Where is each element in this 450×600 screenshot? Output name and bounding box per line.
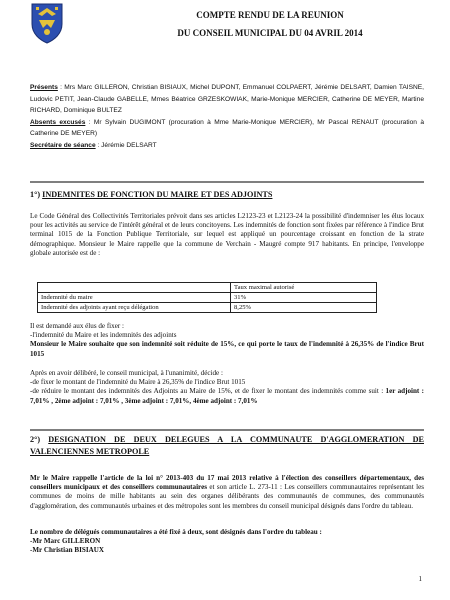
list-item: -Mr Christian BISIAUX (30, 546, 104, 555)
law-reference: Mr le Maire rappelle l'article de la loi n° 2013-403 du 17 mai 2013 relative à l'élection des conseillers départementaux, des conseillers municipaux et des conseillers communautaires (30, 474, 424, 492)
absent-text: : Mr Sylvain DUGIMONT (procuration à Mme Marie-Monique MERCIER), Mr Pascal RENAUT (procuration à Catherine DE MEYER) (30, 118, 424, 138)
table-row (38, 303, 377, 313)
section-divider (30, 181, 424, 183)
section2-text: et son article L. 273-11 : Les conseillers communautaires représentant les communes de moins de mille habitants au sein des organes délibérants des communautés de communes, des communautés d'agglomération, des communautés urbaines et des métropoles sont les membres du conseil municipal désignés dans l'ordre du tableau. (30, 483, 424, 510)
section2-title: DESIGNATION DE DEUX DELEGUES A LA COMMUNAUTE D'AGGLOMERATION DE VALENCIENNES METROPOLE (30, 435, 424, 456)
section2-heading (30, 434, 424, 458)
table-cell: Indemnité des adjoints ayant reçu délégation (38, 303, 231, 313)
section1-paragraph: Le Code Général des Collectivités Territoriales prévoit dans ses articles L2123-23 et L2123-24 la possibilité d'indemniser les élus locaux pour les activités au service de l'intérêt général et de leurs concitoyens. Les indemnités de fonction sont fixées par référence à l'indice Brut terminal 1015 de la Fonction Publique Territoriale, sur lequel est appliqué un pourcentage croissant en fonction de la strate démographique. Monsieur le Maire rappelle que la commune de Verchain - Maugré compte 917 habitants. En principe, l'enveloppe globale autorisée est de : (30, 212, 424, 257)
section2-number: 2°) (30, 435, 49, 444)
section1-heading (30, 190, 272, 199)
secretary-label: Secrétaire de séance (30, 141, 96, 149)
page-number: 1 (418, 575, 422, 583)
decision-block (30, 369, 424, 406)
decision-line (30, 387, 424, 405)
delegates-intro: Le nombre de délégués communautaires a été fixé à deux, sont désignés dans l'ordre du tableau : (30, 528, 322, 536)
delegates-block (30, 528, 424, 556)
deputy-rates: 1er adjoint : 7,01% , 2ème adjoint : 7,01% , 3ème adjoint : 7,01%, 4ème adjoint : 7,01% (30, 387, 424, 405)
absent-label: Absents excusés (30, 118, 86, 126)
allowance-table (37, 282, 377, 313)
section2-paragraph (30, 474, 424, 511)
mayor-reduction-line: Monsieur le Maire souhaite que son indemnité soit réduite de 15%, ce qui porte le taux de l'indemnité à 26,35% de l'indice Brut 1015 (30, 340, 424, 358)
table-row (38, 293, 377, 303)
request-block (30, 322, 424, 359)
section1-number: 1°) (30, 190, 43, 199)
present-line (30, 82, 424, 117)
request-line: Il est demandé aux élus de fixer : (30, 322, 124, 330)
meeting-date-title: DU CONSEIL MUNICIPAL DU 04 AVRIL 2014 (177, 28, 363, 38)
absent-line (30, 117, 424, 140)
report-title: COMPTE RENDU DE LA REUNION (196, 10, 344, 20)
present-text: : Mrs Marc GILLERON, Christian BISIAUX, Michel DUPONT, Emmanuel COLPAERT, Jérémie DELSART, Damien TAISNE, Ludovic PETIT, Jean-Claude GABELLE, Mmes Béatrice GRZESKOWIAK, Marie-Monique MERCIER, Catherine DE MEYER, Martine RICHARD, Dominique BULTEZ (30, 84, 424, 115)
table-cell: Indemnité du maire (38, 293, 231, 303)
attendance-block (30, 82, 424, 152)
table-cell: 8,25% (231, 303, 377, 313)
section-divider (30, 429, 424, 431)
table-cell (38, 283, 231, 293)
decision-line: Après en avoir délibéré, le conseil municipal, à l'unanimité, décide : (30, 369, 223, 377)
present-label: Présents (30, 84, 58, 91)
secretary-line (30, 140, 424, 152)
secretary-text: : Jérémie DELSART (95, 141, 157, 149)
table-cell: 31% (231, 293, 377, 303)
table-row (38, 283, 377, 293)
decision-text: -de réduire le montant des indemnités des Adjoints au Maire de 15%, et de fixer le montant des indemnités comme suit : (30, 387, 386, 396)
request-line: -l'indemnité du Maire et les indemnités des adjoints (30, 331, 177, 340)
list-item: -Mr Marc GILLERON (30, 537, 101, 546)
decision-line: -de fixer le montant de l'indemnité du Maire à 26,35% de l'indice Brut 1015 (30, 378, 246, 387)
table-header-cell: Taux maximal autorisé (231, 283, 377, 293)
section1-title: INDEMNITES DE FONCTION DU MAIRE ET DES ADJOINTS (42, 190, 273, 199)
